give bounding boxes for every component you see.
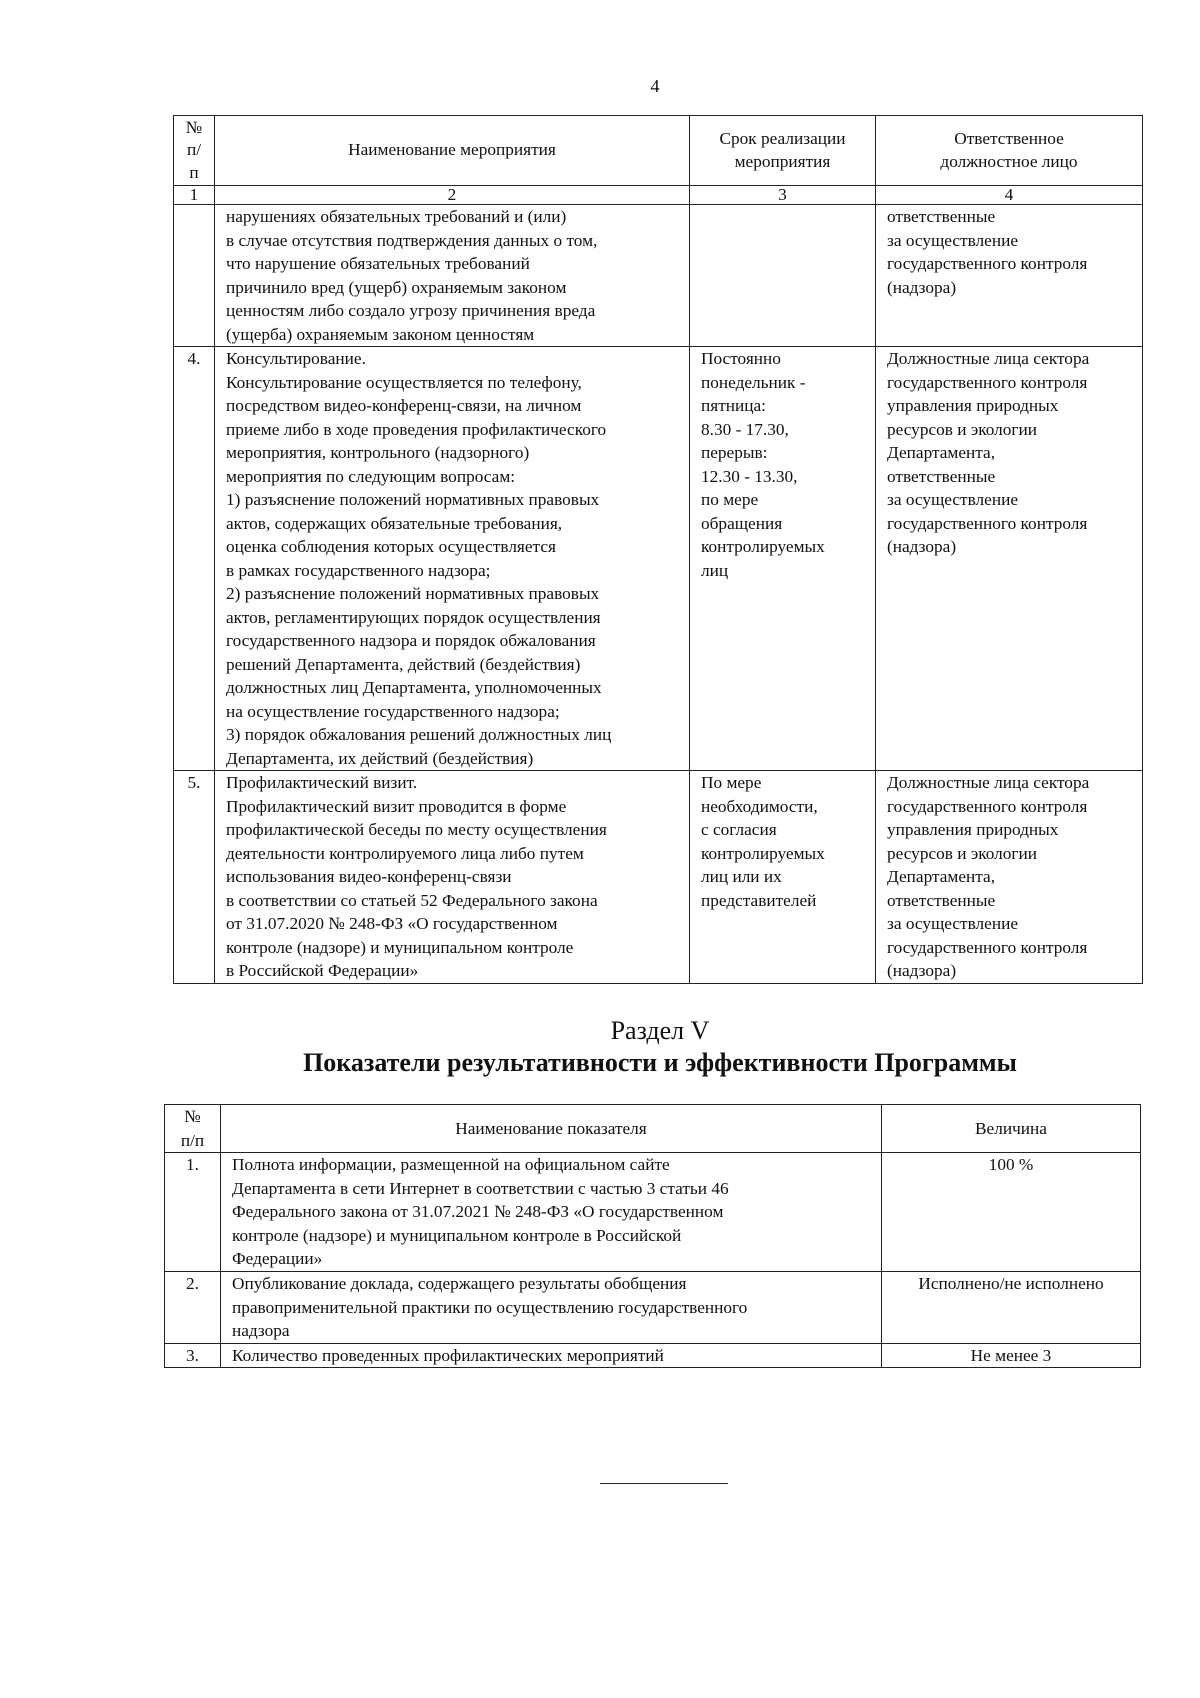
text-line: Профилактический визит проводится в форме: [226, 796, 567, 816]
header-term-line: Срок реализации: [719, 129, 846, 148]
row-indicator: [221, 1272, 882, 1344]
text-line: ресурсов и экологии: [887, 843, 1038, 863]
text-line: контроле (надзоре) и муниципальном контроле в Российской: [232, 1225, 682, 1245]
row-number: 3.: [165, 1343, 221, 1368]
row-term: [690, 205, 876, 347]
text-line: понедельник -: [701, 372, 806, 392]
text-line: Консультирование.: [226, 349, 366, 368]
row-term: [690, 347, 876, 771]
table-row: [165, 1272, 1141, 1344]
text-line: актов, содержащих обязательные требования,: [226, 513, 563, 533]
text-line: лиц или их: [701, 867, 782, 886]
text-line: нарушениях обязательных требований и (или): [226, 207, 567, 226]
text-line: Федерального закона от 31.07.2021 № 248-ФЗ «О государственном: [232, 1202, 724, 1221]
text-line: от 31.07.2020 № 248-ФЗ «О государственном: [226, 914, 558, 933]
text-line: в случае отсутствия подтверждения данных о том,: [226, 230, 598, 250]
text-line: 12.30 - 13.30,: [701, 466, 798, 486]
text-line: надзора: [232, 1321, 290, 1340]
table-row: [165, 1153, 1141, 1272]
row-responsible: [876, 205, 1143, 347]
row-number: [174, 205, 215, 347]
text-line: представителей: [701, 890, 817, 910]
text-line: за осуществление: [887, 230, 1018, 250]
text-line: посредством видео-конференц-связи, на личном: [226, 396, 582, 415]
text-line: за осуществление: [887, 914, 1018, 933]
text-line: По мере: [701, 773, 762, 792]
text-line: государственного контроля: [887, 796, 1088, 816]
text-line: приеме либо в ходе проведения профилактического: [226, 419, 607, 439]
text-line: на осуществление государственного надзора;: [226, 701, 560, 721]
text-line: мероприятия, контрольного (надзорного): [226, 443, 530, 462]
text-line: перерыв:: [701, 443, 768, 462]
text-line: 3) порядок обжалования решений должностных лиц: [226, 725, 612, 744]
text-line: лиц: [701, 560, 729, 580]
text-line: должностных лиц Департамента, уполномоченных: [226, 678, 602, 697]
row-name: [215, 771, 690, 984]
text-line: с согласия: [701, 820, 777, 839]
text-line: в Российской Федерации»: [226, 961, 419, 980]
text-line: профилактической беседы по месту осуществления: [226, 820, 607, 839]
text-line: ответственные: [887, 890, 996, 910]
column-number: 1: [174, 186, 215, 205]
table-row: [174, 347, 1143, 771]
text-line: контролируемых: [701, 537, 825, 556]
row-name: [215, 347, 690, 771]
header-term-line: мероприятия: [734, 151, 831, 171]
text-line: Департамента,: [887, 443, 996, 462]
header-num-line: п: [189, 162, 199, 182]
text-line: пятница:: [701, 396, 766, 415]
header-num-line: п/: [186, 140, 202, 160]
text-line: Постоянно: [701, 349, 781, 368]
header-num-line: №: [184, 1107, 201, 1126]
row-responsible: [876, 771, 1143, 984]
header-num-line: №: [185, 117, 203, 137]
table-row: [165, 1343, 1141, 1368]
text-line: актов, регламентирующих порядок осуществления: [226, 607, 601, 627]
text-line: (надзора): [887, 961, 957, 980]
text-line: Консультирование осуществляется по телефону,: [226, 372, 582, 392]
text-line: (ущерба) охраняемым законом ценностям: [226, 324, 535, 344]
text-line: ценностям либо создало угрозу причинения вреда: [226, 301, 596, 320]
column-number: 2: [215, 186, 690, 205]
text-line: оценка соблюдения которых осуществляется: [226, 537, 556, 556]
text-line: в соответствии со статьей 52 Федерального закона: [226, 890, 598, 910]
text-line: (надзора): [887, 537, 957, 556]
column-number: 4: [876, 186, 1143, 205]
end-divider: [600, 1483, 728, 1484]
header-value: Величина: [882, 1105, 1141, 1153]
text-line: причинило вред (ущерб) охраняемым законом: [226, 277, 567, 297]
row-value: 100 %: [882, 1153, 1141, 1272]
row-indicator: [221, 1343, 882, 1368]
text-line: управления природных: [887, 396, 1059, 415]
text-line: правоприменительной практики по осуществлению государственного: [232, 1297, 748, 1317]
header-num: [165, 1105, 221, 1153]
text-line: 2) разъяснение положений нормативных правовых: [226, 584, 600, 603]
text-line: что нарушение обязательных требований: [226, 254, 530, 273]
table-row: [174, 771, 1143, 984]
header-resp-line: должностное лицо: [940, 151, 1078, 171]
column-number: 3: [690, 186, 876, 205]
text-line: Департамента,: [887, 867, 996, 886]
header-num: [174, 116, 215, 186]
text-line: обращения: [701, 513, 783, 533]
row-number: 1.: [165, 1153, 221, 1272]
page-number: 4: [650, 76, 660, 96]
section-label: Раздел V: [610, 1016, 710, 1045]
header-responsible: [876, 116, 1143, 186]
text-line: государственного контроля: [887, 513, 1088, 533]
row-number: 5.: [174, 771, 215, 984]
row-term: [690, 771, 876, 984]
text-line: Федерации»: [232, 1249, 323, 1268]
row-number: 2.: [165, 1272, 221, 1344]
text-line: 8.30 - 17.30,: [701, 419, 789, 439]
text-line: Департамента, их действий (бездействия): [226, 748, 534, 768]
text-line: контроле (надзоре) и муниципальном контроле: [226, 937, 574, 957]
row-number: 4.: [174, 347, 215, 771]
text-line: Полнота информации, размещенной на официальном сайте: [232, 1155, 670, 1174]
table-row: [174, 205, 1143, 347]
text-line: решений Департамента, действий (бездействия): [226, 654, 581, 674]
text-line: контролируемых: [701, 843, 825, 863]
row-name: [215, 205, 690, 347]
text-line: ресурсов и экологии: [887, 419, 1038, 439]
row-indicator: [221, 1153, 882, 1272]
text-line: по мере: [701, 490, 759, 509]
text-line: государственного контроля: [887, 372, 1088, 392]
header-term: [690, 116, 876, 186]
text-line: Профилактический визит.: [226, 773, 418, 792]
header-resp-line: Ответственное: [954, 129, 1064, 148]
row-value: Не менее 3: [882, 1343, 1141, 1368]
text-line: мероприятия по следующим вопросам:: [226, 466, 516, 486]
text-line: ответственные: [887, 466, 996, 486]
text-line: ответственные: [887, 207, 996, 226]
events-table: [173, 115, 1143, 984]
text-line: государственного надзора и порядок обжалования: [226, 631, 596, 650]
text-line: в рамках государственного надзора;: [226, 560, 491, 580]
text-line: государственного контроля: [887, 937, 1088, 957]
text-line: управления природных: [887, 820, 1059, 839]
row-responsible: [876, 347, 1143, 771]
row-value: Исполнено/не исполнено: [882, 1272, 1141, 1344]
text-line: государственного контроля: [887, 254, 1088, 273]
column-numbers-row: [174, 186, 1143, 205]
text-line: Должностные лица сектора: [887, 773, 1090, 792]
text-line: за осуществление: [887, 490, 1018, 509]
header-name: Наименование мероприятия: [215, 116, 690, 186]
text-line: (надзора): [887, 277, 957, 297]
text-line: использования видео-конференц-связи: [226, 867, 512, 886]
text-line: деятельности контролируемого лица либо путем: [226, 843, 584, 863]
indicators-table: [164, 1104, 1141, 1368]
text-line: необходимости,: [701, 796, 818, 816]
text-line: 1) разъяснение положений нормативных правовых: [226, 490, 600, 509]
section-title: Показатели результативности и эффективности Программы: [303, 1048, 1017, 1077]
text-line: Количество проведенных профилактических мероприятий: [232, 1345, 664, 1365]
table-header-row: [165, 1105, 1141, 1153]
text-line: Должностные лица сектора: [887, 349, 1090, 368]
text-line: Опубликование доклада, содержащего результаты обобщения: [232, 1274, 687, 1293]
table-header-row: [174, 116, 1143, 186]
header-num-line: п/п: [180, 1130, 205, 1150]
text-line: Департамента в сети Интернет в соответствии с частью 3 статьи 46: [232, 1178, 729, 1198]
header-indicator: Наименование показателя: [221, 1105, 882, 1153]
